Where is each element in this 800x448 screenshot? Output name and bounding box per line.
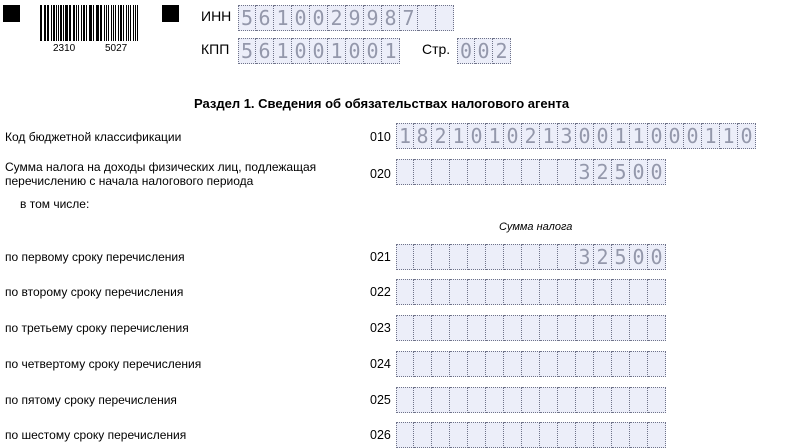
digit-cell — [468, 244, 486, 270]
digit-cell: 1 — [328, 38, 346, 64]
digit-cell: 5 — [612, 244, 630, 270]
digit-cell — [414, 422, 432, 448]
digit-cell: 1 — [720, 123, 738, 149]
including-label: в том числе: — [20, 197, 90, 211]
digit-cell — [414, 159, 432, 185]
digit-cell: 2 — [594, 244, 612, 270]
digit-cell — [468, 315, 486, 341]
digit-cell — [540, 159, 558, 185]
digit-cell — [558, 315, 576, 341]
digit-cell: 0 — [630, 244, 648, 270]
payment-term-line-code: 026 — [370, 428, 391, 442]
barcode-bar — [76, 5, 78, 41]
payment-term-amount-field[interactable] — [396, 351, 666, 377]
digit-cell — [468, 422, 486, 448]
digit-cell — [486, 422, 504, 448]
digit-cell — [576, 279, 594, 305]
digit-cell: 0 — [576, 123, 594, 149]
barcode-number-left: 2310 — [53, 43, 76, 54]
page-number-field[interactable] — [457, 38, 511, 64]
barcode-bar — [104, 5, 105, 41]
payment-term-line-code: 022 — [370, 285, 391, 299]
digit-cell — [576, 351, 594, 377]
digit-cell: 9 — [346, 5, 364, 31]
digit-cell — [558, 279, 576, 305]
digit-cell: 6 — [256, 38, 274, 64]
digit-cell — [414, 351, 432, 377]
tax-sum-field[interactable] — [396, 159, 666, 185]
digit-cell: 6 — [256, 5, 274, 31]
kbk-label: Код бюджетной классификации — [5, 130, 182, 144]
payment-term-line-code: 025 — [370, 393, 391, 407]
digit-cell — [612, 351, 630, 377]
barcode-bar — [97, 5, 99, 41]
digit-cell — [504, 244, 522, 270]
payment-term-label: по четвертому сроку перечисления — [5, 357, 202, 371]
payment-term-line-code: 021 — [370, 250, 391, 264]
barcode-bar — [78, 5, 79, 41]
digit-cell — [432, 387, 450, 413]
digit-cell: 1 — [630, 123, 648, 149]
digit-cell — [576, 422, 594, 448]
digit-cell: 5 — [238, 5, 256, 31]
digit-cell — [432, 244, 450, 270]
barcode-bar — [53, 5, 55, 41]
digit-cell: 9 — [364, 5, 382, 31]
barcode-bar — [111, 5, 112, 41]
digit-cell — [630, 387, 648, 413]
digit-cell — [432, 279, 450, 305]
payment-term-label: по третьему сроку перечисления — [5, 321, 189, 335]
barcode-bar — [89, 5, 90, 41]
digit-cell: 3 — [576, 159, 594, 185]
digit-cell — [558, 244, 576, 270]
barcode-bar — [135, 5, 137, 41]
digit-cell: 3 — [576, 244, 594, 270]
inn-label: ИНН — [201, 8, 232, 24]
digit-cell: 0 — [468, 123, 486, 149]
digit-cell: 2 — [493, 38, 511, 64]
digit-cell: 8 — [414, 123, 432, 149]
digit-cell: 0 — [310, 38, 328, 64]
digit-cell — [540, 244, 558, 270]
digit-cell — [630, 279, 648, 305]
digit-cell — [450, 315, 468, 341]
digit-cell — [540, 422, 558, 448]
digit-cell — [432, 159, 450, 185]
inn-field[interactable] — [238, 5, 454, 31]
kpp-label: КПП — [201, 41, 230, 57]
digit-cell — [396, 315, 414, 341]
digit-cell — [522, 351, 540, 377]
tax-sum-column-header: Сумма налога — [499, 221, 573, 233]
digit-cell — [432, 422, 450, 448]
digit-cell: 2 — [432, 123, 450, 149]
digit-cell — [468, 387, 486, 413]
digit-cell: 0 — [666, 123, 684, 149]
barcode — [40, 5, 140, 41]
digit-cell — [558, 159, 576, 185]
digit-cell — [540, 279, 558, 305]
barcode-bar — [63, 5, 64, 41]
digit-cell — [648, 315, 666, 341]
tax-sum-line-code: 020 — [370, 167, 391, 181]
digit-cell: 0 — [648, 123, 666, 149]
digit-cell: 1 — [486, 123, 504, 149]
form-marker-left — [3, 5, 20, 22]
kpp-field[interactable] — [238, 38, 400, 64]
digit-cell: 0 — [346, 38, 364, 64]
payment-term-amount-field[interactable] — [396, 387, 666, 413]
digit-cell: 1 — [450, 123, 468, 149]
digit-cell: 5 — [612, 159, 630, 185]
digit-cell — [558, 387, 576, 413]
barcode-bar — [106, 5, 107, 41]
barcode-bar — [130, 5, 131, 41]
barcode-bar — [56, 5, 57, 41]
barcode-bar — [113, 5, 114, 41]
digit-cell — [630, 422, 648, 448]
digit-cell: 0 — [738, 123, 756, 149]
payment-term-label: по второму сроку перечисления — [5, 285, 184, 299]
digit-cell: 0 — [504, 123, 522, 149]
digit-cell — [558, 351, 576, 377]
page-label: Стр. — [422, 41, 451, 57]
digit-cell: 1 — [382, 38, 400, 64]
digit-cell — [486, 387, 504, 413]
digit-cell — [594, 279, 612, 305]
barcode-bar — [93, 5, 94, 41]
digit-cell — [504, 422, 522, 448]
barcode-bar — [96, 5, 97, 41]
digit-cell — [486, 279, 504, 305]
digit-cell: 1 — [612, 123, 630, 149]
digit-cell — [486, 244, 504, 270]
digit-cell — [648, 422, 666, 448]
barcode-bar — [47, 5, 49, 41]
digit-cell: 1 — [540, 123, 558, 149]
digit-cell: 5 — [238, 38, 256, 64]
barcode-bar — [40, 5, 42, 41]
digit-cell — [396, 351, 414, 377]
barcode-bar — [83, 5, 85, 41]
payment-term-line-code: 024 — [370, 357, 391, 371]
payment-term-amount-field[interactable] — [396, 315, 666, 341]
barcode-bar — [44, 5, 45, 41]
payment-term-amount-field[interactable] — [396, 422, 666, 448]
digit-cell — [522, 422, 540, 448]
digit-cell — [450, 422, 468, 448]
digit-cell: 7 — [400, 5, 418, 31]
digit-cell — [540, 351, 558, 377]
tax-sum-label: Сумма налога на доходы физических лиц, подлежащая перечислению с начала налогового периода — [5, 160, 317, 188]
digit-cell — [648, 351, 666, 377]
barcode-bar — [45, 5, 46, 41]
barcode-bar — [137, 5, 138, 41]
digit-cell: 0 — [684, 123, 702, 149]
digit-cell — [450, 244, 468, 270]
digit-cell — [504, 387, 522, 413]
kbk-field[interactable] — [396, 123, 756, 149]
digit-cell: 1 — [702, 123, 720, 149]
digit-cell — [504, 351, 522, 377]
digit-cell — [468, 159, 486, 185]
barcode-bar — [70, 5, 71, 41]
barcode-bar — [120, 5, 122, 41]
digit-cell: 2 — [594, 159, 612, 185]
digit-cell: 0 — [292, 5, 310, 31]
digit-cell: 0 — [310, 5, 328, 31]
digit-cell — [630, 315, 648, 341]
digit-cell — [468, 279, 486, 305]
digit-cell — [396, 159, 414, 185]
digit-cell — [612, 387, 630, 413]
payment-term-amount-field[interactable] — [396, 279, 666, 305]
digit-cell: 0 — [648, 159, 666, 185]
digit-cell — [504, 279, 522, 305]
digit-cell — [414, 244, 432, 270]
payment-term-amount-field[interactable] — [396, 244, 666, 270]
digit-cell — [396, 387, 414, 413]
barcode-bar — [69, 5, 70, 41]
digit-cell: 2 — [522, 123, 540, 149]
digit-cell: 8 — [382, 5, 400, 31]
digit-cell — [450, 159, 468, 185]
digit-cell — [594, 387, 612, 413]
digit-cell — [576, 387, 594, 413]
digit-cell — [648, 279, 666, 305]
digit-cell — [648, 387, 666, 413]
digit-cell: 1 — [274, 5, 292, 31]
digit-cell — [522, 244, 540, 270]
digit-cell — [450, 351, 468, 377]
digit-cell: 0 — [364, 38, 382, 64]
digit-cell — [486, 159, 504, 185]
digit-cell: 2 — [328, 5, 346, 31]
digit-cell — [594, 315, 612, 341]
digit-cell — [418, 5, 436, 31]
digit-cell — [468, 351, 486, 377]
payment-term-label: по пятому сроку перечисления — [5, 393, 177, 407]
barcode-bar — [51, 5, 52, 41]
kbk-line-code: 010 — [370, 130, 391, 144]
payment-term-label: по шестому сроку перечисления — [5, 428, 187, 442]
digit-cell: 3 — [558, 123, 576, 149]
digit-cell — [414, 387, 432, 413]
digit-cell: 0 — [630, 159, 648, 185]
digit-cell: 1 — [396, 123, 414, 149]
digit-cell — [540, 315, 558, 341]
barcode-bar — [118, 5, 119, 41]
digit-cell — [450, 279, 468, 305]
digit-cell — [432, 351, 450, 377]
digit-cell — [612, 422, 630, 448]
digit-cell — [522, 315, 540, 341]
digit-cell: 1 — [274, 38, 292, 64]
digit-cell — [504, 315, 522, 341]
form-marker-right — [162, 5, 179, 22]
barcode-bar — [115, 5, 117, 41]
digit-cell — [414, 279, 432, 305]
digit-cell — [594, 351, 612, 377]
digit-cell — [540, 387, 558, 413]
barcode-number-right: 5027 — [105, 43, 128, 54]
barcode-bar — [100, 5, 102, 41]
barcode-bar — [58, 5, 59, 41]
barcode-bar — [126, 5, 127, 41]
digit-cell — [612, 315, 630, 341]
digit-cell — [486, 351, 504, 377]
digit-cell — [396, 244, 414, 270]
payment-term-label: по первому сроку перечисления — [5, 250, 185, 264]
payment-term-line-code: 023 — [370, 321, 391, 335]
digit-cell — [522, 387, 540, 413]
barcode-bar — [60, 5, 62, 41]
digit-cell: 0 — [292, 38, 310, 64]
barcode-bar — [65, 5, 67, 41]
digit-cell: 0 — [648, 244, 666, 270]
digit-cell — [522, 159, 540, 185]
digit-cell — [432, 315, 450, 341]
digit-cell — [436, 5, 454, 31]
digit-cell — [486, 315, 504, 341]
digit-cell — [612, 279, 630, 305]
digit-cell — [396, 422, 414, 448]
digit-cell — [450, 387, 468, 413]
digit-cell: 0 — [457, 38, 475, 64]
digit-cell — [414, 315, 432, 341]
section-title: Раздел 1. Сведения об обязательствах налогового агента — [194, 96, 570, 111]
digit-cell: 0 — [594, 123, 612, 149]
barcode-bar — [81, 5, 82, 41]
barcode-bar — [128, 5, 130, 41]
digit-cell — [504, 159, 522, 185]
digit-cell — [522, 279, 540, 305]
barcode-bar — [133, 5, 134, 41]
digit-cell — [576, 315, 594, 341]
digit-cell — [558, 422, 576, 448]
digit-cell — [396, 279, 414, 305]
digit-cell — [594, 422, 612, 448]
digit-cell: 0 — [475, 38, 493, 64]
barcode-bar — [90, 5, 92, 41]
barcode-bar — [73, 5, 75, 41]
digit-cell — [630, 351, 648, 377]
barcode-bar — [86, 5, 87, 41]
barcode-bar — [123, 5, 124, 41]
barcode-bar — [108, 5, 110, 41]
